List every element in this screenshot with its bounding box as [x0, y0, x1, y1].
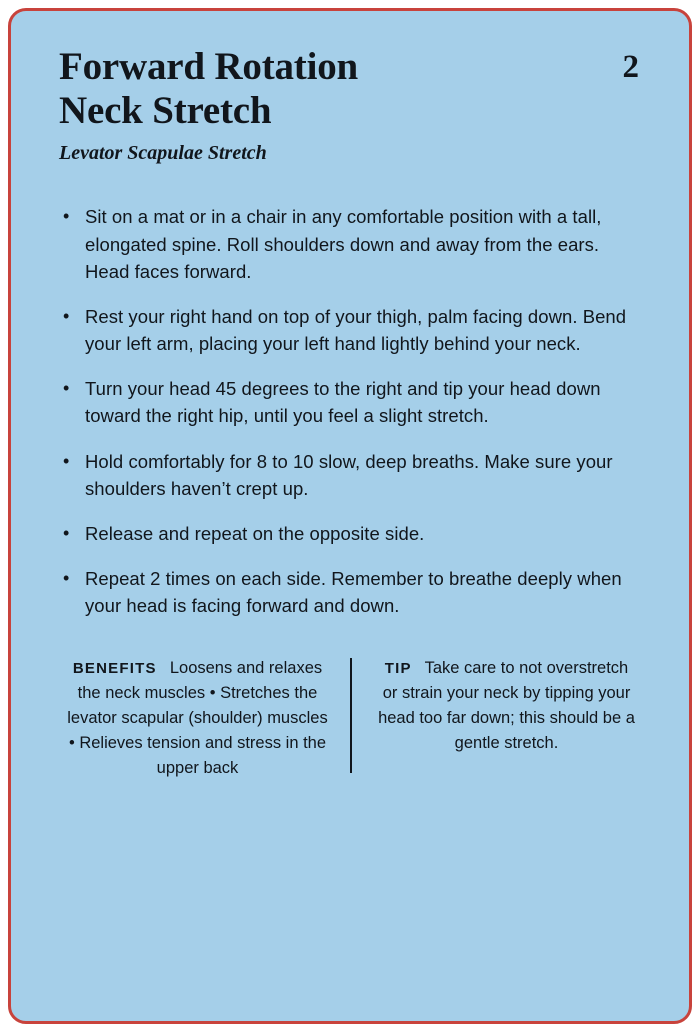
benefits-label: BENEFITS [72, 659, 157, 677]
instruction-list [59, 203, 645, 619]
title-block [59, 45, 358, 165]
title-line-1: Forward Rotation [59, 45, 359, 88]
card-inner [11, 11, 689, 1021]
notes-section [59, 656, 645, 781]
list-item-text: Turn your head 45 degrees to the right and tip your head down toward the right hip, until you feel a slight stretch. [85, 378, 601, 427]
bullet-icon: • [63, 450, 70, 471]
bullet-icon: • [63, 568, 70, 589]
bullet-icon: • [63, 523, 70, 544]
list-item [59, 565, 645, 619]
tip-label: TIP [384, 659, 412, 677]
card-header [59, 45, 645, 165]
tip-text: Take care to not overstretch or strain your neck by tipping your head too far down; this should be a gentle stretch. [378, 658, 635, 752]
list-item [59, 375, 645, 429]
list-item [59, 520, 645, 547]
page-title [59, 45, 358, 132]
list-item-text: Repeat 2 times on each side. Remember to breathe deeply when your head is facing forward and down. [85, 568, 622, 617]
list-item-text: Rest your right hand on top of your thigh, palm facing down. Bend your left arm, placing your left hand lightly behind your neck. [85, 305, 627, 355]
bullet-icon: • [63, 378, 70, 399]
bullet-icon: • [63, 305, 70, 326]
page-subtitle: Levator Scapulae Stretch [59, 142, 267, 165]
benefits-text: Loosens and relaxes the neck muscles • Stretches the levator scapular (shoulder) muscles • Relieves tension and stress in the upper back [67, 658, 328, 777]
title-line-2: Neck Stretch [59, 88, 272, 132]
list-item-text: Hold comfortably for 8 to 10 slow, deep breaths. Make sure your shoulders haven’t crept up. [85, 450, 613, 499]
list-item [59, 303, 645, 357]
list-item [59, 203, 645, 285]
tip-block [352, 656, 643, 781]
bullet-icon: • [63, 206, 70, 227]
list-item-text: Sit on a mat or in a chair in any comfortable position with a tall, elongated spine. Roll shoulders down and away from the ears. Head faces forward. [85, 206, 602, 282]
exercise-card [8, 8, 692, 1024]
list-item-text: Release and repeat on the opposite side. [85, 523, 425, 545]
list-item [59, 448, 645, 502]
card-number: 2 [622, 49, 639, 85]
benefits-block [61, 656, 350, 781]
